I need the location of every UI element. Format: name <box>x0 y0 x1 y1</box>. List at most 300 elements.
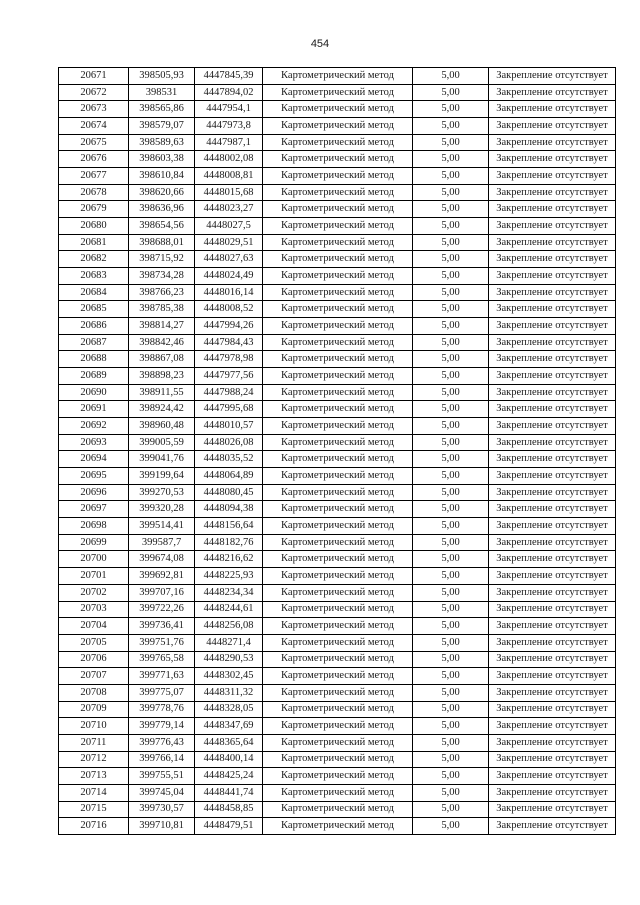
point-number-cell: 20693 <box>59 434 129 451</box>
fixation-cell: Закрепление отсутствует <box>489 501 616 518</box>
x-coordinate-cell: 399730,57 <box>129 801 195 818</box>
accuracy-cell: 5,00 <box>413 368 489 385</box>
y-coordinate-cell: 4447995,68 <box>195 401 263 418</box>
y-coordinate-cell: 4447978,98 <box>195 351 263 368</box>
table-row <box>59 101 616 118</box>
y-coordinate-cell: 4447894,02 <box>195 84 263 101</box>
fixation-cell: Закрепление отсутствует <box>489 218 616 235</box>
point-number-cell: 20689 <box>59 368 129 385</box>
y-coordinate-cell: 4448244,61 <box>195 601 263 618</box>
point-number-cell: 20692 <box>59 418 129 435</box>
x-coordinate-cell: 399779,14 <box>129 718 195 735</box>
y-coordinate-cell: 4448234,34 <box>195 584 263 601</box>
y-coordinate-cell: 4448365,64 <box>195 734 263 751</box>
point-number-cell: 20686 <box>59 318 129 335</box>
method-cell: Картометрический метод <box>263 118 413 135</box>
x-coordinate-cell: 398785,38 <box>129 301 195 318</box>
fixation-cell: Закрепление отсутствует <box>489 451 616 468</box>
point-number-cell: 20703 <box>59 601 129 618</box>
y-coordinate-cell: 4448271,4 <box>195 634 263 651</box>
accuracy-cell: 5,00 <box>413 568 489 585</box>
y-coordinate-cell: 4448008,81 <box>195 168 263 185</box>
table-row <box>59 134 616 151</box>
method-cell: Картометрический метод <box>263 484 413 501</box>
fixation-cell: Закрепление отсутствует <box>489 484 616 501</box>
method-cell: Картометрический метод <box>263 684 413 701</box>
accuracy-cell: 5,00 <box>413 701 489 718</box>
table-row <box>59 651 616 668</box>
method-cell: Картометрический метод <box>263 601 413 618</box>
y-coordinate-cell: 4448302,45 <box>195 668 263 685</box>
table-row <box>59 701 616 718</box>
x-coordinate-cell: 399775,07 <box>129 684 195 701</box>
x-coordinate-cell: 398867,08 <box>129 351 195 368</box>
fixation-cell: Закрепление отсутствует <box>489 168 616 185</box>
x-coordinate-cell: 399778,76 <box>129 701 195 718</box>
method-cell: Картометрический метод <box>263 401 413 418</box>
accuracy-cell: 5,00 <box>413 801 489 818</box>
point-number-cell: 20702 <box>59 584 129 601</box>
page-number: 454 <box>310 38 330 50</box>
method-cell: Картометрический метод <box>263 718 413 735</box>
fixation-cell: Закрепление отсутствует <box>489 784 616 801</box>
accuracy-cell: 5,00 <box>413 734 489 751</box>
method-cell: Картометрический метод <box>263 651 413 668</box>
x-coordinate-cell: 399199,64 <box>129 468 195 485</box>
x-coordinate-cell: 398898,23 <box>129 368 195 385</box>
point-number-cell: 20694 <box>59 451 129 468</box>
x-coordinate-cell: 398911,55 <box>129 384 195 401</box>
method-cell: Картометрический метод <box>263 768 413 785</box>
fixation-cell: Закрепление отсутствует <box>489 568 616 585</box>
x-coordinate-cell: 398505,93 <box>129 68 195 85</box>
fixation-cell: Закрепление отсутствует <box>489 551 616 568</box>
y-coordinate-cell: 4448216,62 <box>195 551 263 568</box>
x-coordinate-cell: 398842,46 <box>129 334 195 351</box>
y-coordinate-cell: 4448479,51 <box>195 818 263 835</box>
method-cell: Картометрический метод <box>263 751 413 768</box>
method-cell: Картометрический метод <box>263 251 413 268</box>
table-row <box>59 401 616 418</box>
x-coordinate-cell: 398960,48 <box>129 418 195 435</box>
table-row <box>59 551 616 568</box>
method-cell: Картометрический метод <box>263 234 413 251</box>
accuracy-cell: 5,00 <box>413 634 489 651</box>
accuracy-cell: 5,00 <box>413 784 489 801</box>
method-cell: Картометрический метод <box>263 184 413 201</box>
y-coordinate-cell: 4448225,93 <box>195 568 263 585</box>
y-coordinate-cell: 4447954,1 <box>195 101 263 118</box>
method-cell: Картометрический метод <box>263 134 413 151</box>
x-coordinate-cell: 399755,51 <box>129 768 195 785</box>
coordinates-table <box>58 67 616 835</box>
table-row <box>59 434 616 451</box>
method-cell: Картометрический метод <box>263 301 413 318</box>
table-row <box>59 384 616 401</box>
x-coordinate-cell: 398688,01 <box>129 234 195 251</box>
y-coordinate-cell: 4448290,53 <box>195 651 263 668</box>
accuracy-cell: 5,00 <box>413 668 489 685</box>
method-cell: Картометрический метод <box>263 101 413 118</box>
x-coordinate-cell: 399320,28 <box>129 501 195 518</box>
method-cell: Картометрический метод <box>263 218 413 235</box>
table-row <box>59 734 616 751</box>
method-cell: Картометрический метод <box>263 318 413 335</box>
point-number-cell: 20713 <box>59 768 129 785</box>
y-coordinate-cell: 4447988,24 <box>195 384 263 401</box>
point-number-cell: 20681 <box>59 234 129 251</box>
accuracy-cell: 5,00 <box>413 268 489 285</box>
table-row <box>59 768 616 785</box>
method-cell: Картометрический метод <box>263 284 413 301</box>
point-number-cell: 20677 <box>59 168 129 185</box>
accuracy-cell: 5,00 <box>413 501 489 518</box>
point-number-cell: 20698 <box>59 518 129 535</box>
x-coordinate-cell: 399707,16 <box>129 584 195 601</box>
accuracy-cell: 5,00 <box>413 518 489 535</box>
accuracy-cell: 5,00 <box>413 468 489 485</box>
method-cell: Картометрический метод <box>263 818 413 835</box>
method-cell: Картометрический метод <box>263 784 413 801</box>
y-coordinate-cell: 4448027,5 <box>195 218 263 235</box>
fixation-cell: Закрепление отсутствует <box>489 468 616 485</box>
x-coordinate-cell: 398589,63 <box>129 134 195 151</box>
table-row <box>59 301 616 318</box>
x-coordinate-cell: 399771,63 <box>129 668 195 685</box>
y-coordinate-cell: 4448026,08 <box>195 434 263 451</box>
y-coordinate-cell: 4447994,26 <box>195 318 263 335</box>
method-cell: Картометрический метод <box>263 201 413 218</box>
method-cell: Картометрический метод <box>263 168 413 185</box>
fixation-cell: Закрепление отсутствует <box>489 434 616 451</box>
table-row <box>59 501 616 518</box>
fixation-cell: Закрепление отсутствует <box>489 751 616 768</box>
method-cell: Картометрический метод <box>263 618 413 635</box>
fixation-cell: Закрепление отсутствует <box>489 84 616 101</box>
x-coordinate-cell: 399005,59 <box>129 434 195 451</box>
method-cell: Картометрический метод <box>263 501 413 518</box>
x-coordinate-cell: 398924,42 <box>129 401 195 418</box>
y-coordinate-cell: 4448256,08 <box>195 618 263 635</box>
x-coordinate-cell: 399514,41 <box>129 518 195 535</box>
y-coordinate-cell: 4448156,64 <box>195 518 263 535</box>
point-number-cell: 20682 <box>59 251 129 268</box>
x-coordinate-cell: 398814,27 <box>129 318 195 335</box>
x-coordinate-cell: 398715,92 <box>129 251 195 268</box>
accuracy-cell: 5,00 <box>413 151 489 168</box>
y-coordinate-cell: 4448029,51 <box>195 234 263 251</box>
point-number-cell: 20700 <box>59 551 129 568</box>
y-coordinate-cell: 4448027,63 <box>195 251 263 268</box>
fixation-cell: Закрепление отсутствует <box>489 401 616 418</box>
point-number-cell: 20709 <box>59 701 129 718</box>
table-row <box>59 218 616 235</box>
point-number-cell: 20685 <box>59 301 129 318</box>
x-coordinate-cell: 399766,14 <box>129 751 195 768</box>
table-row <box>59 234 616 251</box>
point-number-cell: 20710 <box>59 718 129 735</box>
method-cell: Картометрический метод <box>263 384 413 401</box>
x-coordinate-cell: 399736,41 <box>129 618 195 635</box>
y-coordinate-cell: 4447987,1 <box>195 134 263 151</box>
table-row <box>59 668 616 685</box>
point-number-cell: 20676 <box>59 151 129 168</box>
x-coordinate-cell: 399041,76 <box>129 451 195 468</box>
point-number-cell: 20715 <box>59 801 129 818</box>
y-coordinate-cell: 4447977,56 <box>195 368 263 385</box>
table-row <box>59 601 616 618</box>
point-number-cell: 20688 <box>59 351 129 368</box>
y-coordinate-cell: 4448015,68 <box>195 184 263 201</box>
x-coordinate-cell: 399765,58 <box>129 651 195 668</box>
accuracy-cell: 5,00 <box>413 684 489 701</box>
accuracy-cell: 5,00 <box>413 618 489 635</box>
point-number-cell: 20680 <box>59 218 129 235</box>
x-coordinate-cell: 399710,81 <box>129 818 195 835</box>
x-coordinate-cell: 398610,84 <box>129 168 195 185</box>
table-row <box>59 718 616 735</box>
fixation-cell: Закрепление отсутствует <box>489 418 616 435</box>
method-cell: Картометрический метод <box>263 84 413 101</box>
y-coordinate-cell: 4448080,45 <box>195 484 263 501</box>
fixation-cell: Закрепление отсутствует <box>489 118 616 135</box>
accuracy-cell: 5,00 <box>413 718 489 735</box>
table-row <box>59 201 616 218</box>
table-row <box>59 284 616 301</box>
fixation-cell: Закрепление отсутствует <box>489 251 616 268</box>
method-cell: Картометрический метод <box>263 418 413 435</box>
y-coordinate-cell: 4448347,69 <box>195 718 263 735</box>
accuracy-cell: 5,00 <box>413 484 489 501</box>
accuracy-cell: 5,00 <box>413 84 489 101</box>
point-number-cell: 20697 <box>59 501 129 518</box>
method-cell: Картометрический метод <box>263 518 413 535</box>
fixation-cell: Закрепление отсутствует <box>489 534 616 551</box>
fixation-cell: Закрепление отсутствует <box>489 384 616 401</box>
accuracy-cell: 5,00 <box>413 201 489 218</box>
point-number-cell: 20674 <box>59 118 129 135</box>
point-number-cell: 20704 <box>59 618 129 635</box>
fixation-cell: Закрепление отсутствует <box>489 184 616 201</box>
point-number-cell: 20684 <box>59 284 129 301</box>
fixation-cell: Закрепление отсутствует <box>489 334 616 351</box>
table-row <box>59 318 616 335</box>
method-cell: Картометрический метод <box>263 584 413 601</box>
point-number-cell: 20671 <box>59 68 129 85</box>
y-coordinate-cell: 4448023,27 <box>195 201 263 218</box>
point-number-cell: 20705 <box>59 634 129 651</box>
accuracy-cell: 5,00 <box>413 401 489 418</box>
fixation-cell: Закрепление отсутствует <box>489 134 616 151</box>
table-row <box>59 568 616 585</box>
y-coordinate-cell: 4448002,08 <box>195 151 263 168</box>
fixation-cell: Закрепление отсутствует <box>489 601 616 618</box>
method-cell: Картометрический метод <box>263 734 413 751</box>
table-row <box>59 451 616 468</box>
x-coordinate-cell: 399722,26 <box>129 601 195 618</box>
accuracy-cell: 5,00 <box>413 751 489 768</box>
accuracy-cell: 5,00 <box>413 601 489 618</box>
fixation-cell: Закрепление отсутствует <box>489 801 616 818</box>
fixation-cell: Закрепление отсутствует <box>489 818 616 835</box>
x-coordinate-cell: 399776,43 <box>129 734 195 751</box>
table-row <box>59 351 616 368</box>
fixation-cell: Закрепление отсутствует <box>489 201 616 218</box>
method-cell: Картометрический метод <box>263 434 413 451</box>
fixation-cell: Закрепление отсутствует <box>489 684 616 701</box>
method-cell: Картометрический метод <box>263 551 413 568</box>
fixation-cell: Закрепление отсутствует <box>489 618 616 635</box>
fixation-cell: Закрепление отсутствует <box>489 584 616 601</box>
method-cell: Картометрический метод <box>263 468 413 485</box>
method-cell: Картометрический метод <box>263 351 413 368</box>
table-row <box>59 118 616 135</box>
accuracy-cell: 5,00 <box>413 584 489 601</box>
fixation-cell: Закрепление отсутствует <box>489 318 616 335</box>
table-row <box>59 818 616 835</box>
y-coordinate-cell: 4448008,52 <box>195 301 263 318</box>
method-cell: Картометрический метод <box>263 334 413 351</box>
fixation-cell: Закрепление отсутствует <box>489 101 616 118</box>
y-coordinate-cell: 4448400,14 <box>195 751 263 768</box>
x-coordinate-cell: 398531 <box>129 84 195 101</box>
accuracy-cell: 5,00 <box>413 234 489 251</box>
fixation-cell: Закрепление отсутствует <box>489 668 616 685</box>
fixation-cell: Закрепление отсутствует <box>489 284 616 301</box>
point-number-cell: 20696 <box>59 484 129 501</box>
table-row <box>59 268 616 285</box>
fixation-cell: Закрепление отсутствует <box>489 718 616 735</box>
y-coordinate-cell: 4447973,8 <box>195 118 263 135</box>
y-coordinate-cell: 4448311,32 <box>195 684 263 701</box>
table-row <box>59 518 616 535</box>
x-coordinate-cell: 399270,53 <box>129 484 195 501</box>
point-number-cell: 20687 <box>59 334 129 351</box>
point-number-cell: 20675 <box>59 134 129 151</box>
fixation-cell: Закрепление отсутствует <box>489 368 616 385</box>
x-coordinate-cell: 398579,07 <box>129 118 195 135</box>
fixation-cell: Закрепление отсутствует <box>489 351 616 368</box>
accuracy-cell: 5,00 <box>413 284 489 301</box>
method-cell: Картометрический метод <box>263 368 413 385</box>
x-coordinate-cell: 398565,86 <box>129 101 195 118</box>
y-coordinate-cell: 4448010,57 <box>195 418 263 435</box>
point-number-cell: 20711 <box>59 734 129 751</box>
method-cell: Картометрический метод <box>263 634 413 651</box>
fixation-cell: Закрепление отсутствует <box>489 518 616 535</box>
point-number-cell: 20714 <box>59 784 129 801</box>
x-coordinate-cell: 398620,66 <box>129 184 195 201</box>
table-row <box>59 251 616 268</box>
accuracy-cell: 5,00 <box>413 534 489 551</box>
table-row <box>59 534 616 551</box>
point-number-cell: 20706 <box>59 651 129 668</box>
y-coordinate-cell: 4448016,14 <box>195 284 263 301</box>
table-row <box>59 418 616 435</box>
fixation-cell: Закрепление отсутствует <box>489 234 616 251</box>
fixation-cell: Закрепление отсутствует <box>489 768 616 785</box>
table-row <box>59 634 616 651</box>
point-number-cell: 20708 <box>59 684 129 701</box>
y-coordinate-cell: 4448425,24 <box>195 768 263 785</box>
y-coordinate-cell: 4448441,74 <box>195 784 263 801</box>
method-cell: Картометрический метод <box>263 268 413 285</box>
table-row <box>59 184 616 201</box>
accuracy-cell: 5,00 <box>413 168 489 185</box>
accuracy-cell: 5,00 <box>413 351 489 368</box>
x-coordinate-cell: 399692,81 <box>129 568 195 585</box>
table-row <box>59 168 616 185</box>
point-number-cell: 20690 <box>59 384 129 401</box>
x-coordinate-cell: 399587,7 <box>129 534 195 551</box>
fixation-cell: Закрепление отсутствует <box>489 701 616 718</box>
accuracy-cell: 5,00 <box>413 418 489 435</box>
method-cell: Картометрический метод <box>263 451 413 468</box>
accuracy-cell: 5,00 <box>413 384 489 401</box>
method-cell: Картометрический метод <box>263 801 413 818</box>
table-row <box>59 751 616 768</box>
x-coordinate-cell: 398603,38 <box>129 151 195 168</box>
accuracy-cell: 5,00 <box>413 434 489 451</box>
accuracy-cell: 5,00 <box>413 818 489 835</box>
y-coordinate-cell: 4448328,05 <box>195 701 263 718</box>
method-cell: Картометрический метод <box>263 668 413 685</box>
accuracy-cell: 5,00 <box>413 68 489 85</box>
method-cell: Картометрический метод <box>263 534 413 551</box>
fixation-cell: Закрепление отсутствует <box>489 301 616 318</box>
point-number-cell: 20683 <box>59 268 129 285</box>
table-row <box>59 484 616 501</box>
accuracy-cell: 5,00 <box>413 768 489 785</box>
table-row <box>59 468 616 485</box>
x-coordinate-cell: 398636,96 <box>129 201 195 218</box>
accuracy-cell: 5,00 <box>413 134 489 151</box>
point-number-cell: 20707 <box>59 668 129 685</box>
point-number-cell: 20672 <box>59 84 129 101</box>
accuracy-cell: 5,00 <box>413 118 489 135</box>
method-cell: Картометрический метод <box>263 151 413 168</box>
fixation-cell: Закрепление отсутствует <box>489 151 616 168</box>
point-number-cell: 20716 <box>59 818 129 835</box>
point-number-cell: 20673 <box>59 101 129 118</box>
x-coordinate-cell: 399745,04 <box>129 784 195 801</box>
method-cell: Картометрический метод <box>263 68 413 85</box>
x-coordinate-cell: 399674,08 <box>129 551 195 568</box>
point-number-cell: 20701 <box>59 568 129 585</box>
point-number-cell: 20712 <box>59 751 129 768</box>
accuracy-cell: 5,00 <box>413 301 489 318</box>
table-row <box>59 151 616 168</box>
y-coordinate-cell: 4448064,89 <box>195 468 263 485</box>
x-coordinate-cell: 399751,76 <box>129 634 195 651</box>
table-row <box>59 334 616 351</box>
y-coordinate-cell: 4448035,52 <box>195 451 263 468</box>
x-coordinate-cell: 398654,56 <box>129 218 195 235</box>
y-coordinate-cell: 4448458,85 <box>195 801 263 818</box>
accuracy-cell: 5,00 <box>413 334 489 351</box>
point-number-cell: 20678 <box>59 184 129 201</box>
point-number-cell: 20679 <box>59 201 129 218</box>
fixation-cell: Закрепление отсутствует <box>489 268 616 285</box>
fixation-cell: Закрепление отсутствует <box>489 734 616 751</box>
y-coordinate-cell: 4448094,38 <box>195 501 263 518</box>
table-row <box>59 784 616 801</box>
point-number-cell: 20691 <box>59 401 129 418</box>
x-coordinate-cell: 398766,23 <box>129 284 195 301</box>
point-number-cell: 20695 <box>59 468 129 485</box>
table-row <box>59 618 616 635</box>
table-row <box>59 368 616 385</box>
